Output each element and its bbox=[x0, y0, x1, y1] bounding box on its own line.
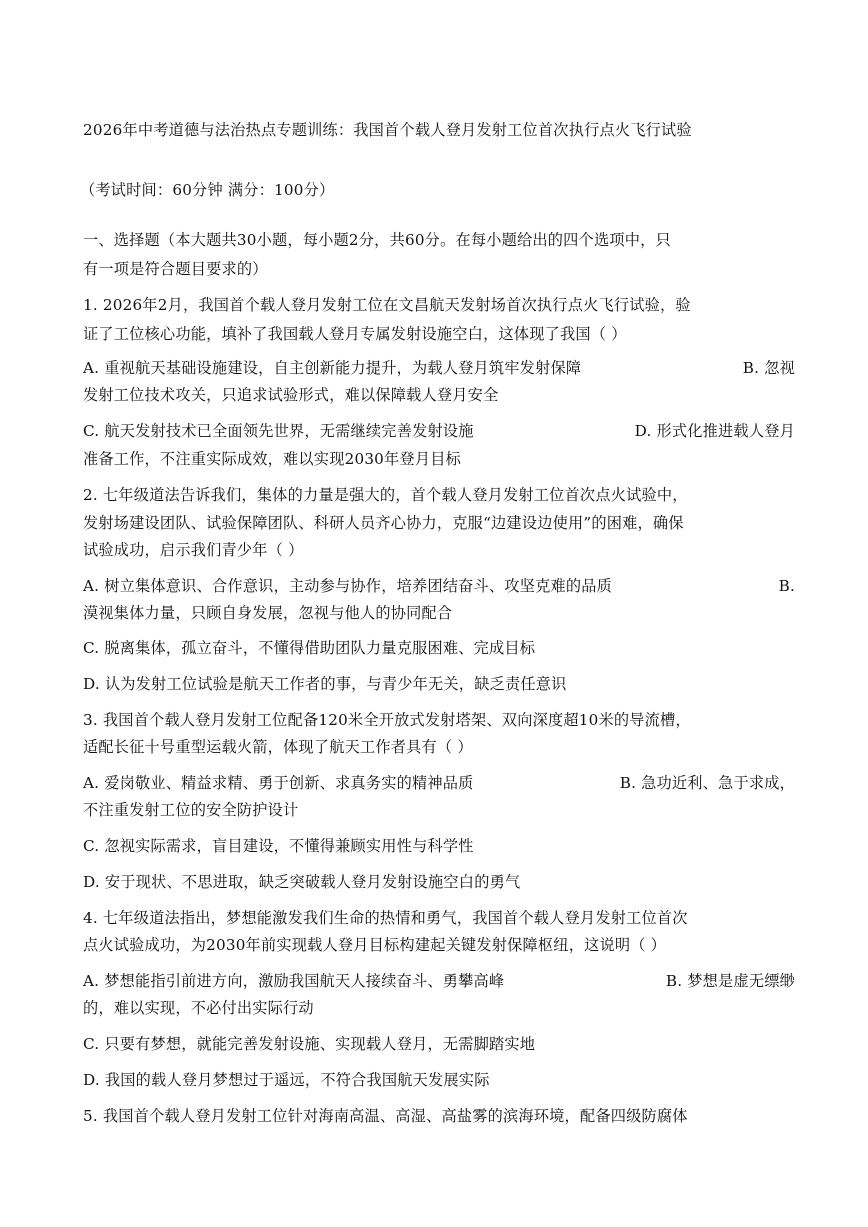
question-4-stem-line-2: 点火试验成功，为2030年前实现载人登月目标构建起关键发射保障枢纽，这说明（ ） bbox=[83, 936, 667, 954]
question-3-option-d: D. 安于现状、不思进取，缺乏突破载人登月发射设施空白的勇气 bbox=[83, 873, 521, 891]
question-3-stem-line-2: 适配长征十号重型运载火箭，体现了航天工作者具有（ ） bbox=[83, 738, 473, 756]
question-3-option-b: 不注重发射工位的安全防护设计 bbox=[83, 801, 299, 819]
section-heading-line-1: 一、选择题（本大题共30小题，每小题2分，共60分。在每小题给出的四个选项中，只 bbox=[83, 231, 671, 249]
question-3-option-a bbox=[83, 773, 795, 793]
page-title: 2026年中考道德与法治热点专题训练：我国首个载人登月发射工位首次执行点火飞行试验 bbox=[83, 121, 692, 139]
exam-info: （考试时间：60分钟 满分：100分） bbox=[80, 181, 335, 199]
question-2-option-b: 漠视集体力量，只顾自身发展，忽视与他人的协同配合 bbox=[83, 604, 453, 622]
question-2-stem-line-3: 试验成功，启示我们青少年（ ） bbox=[83, 541, 304, 559]
question-3-stem-line-1: 3. 我国首个载人登月发射工位配备120米全开放式发射塔架、双向深度超10米的导流槽， bbox=[83, 711, 691, 729]
question-1-stem-line-1: 1. 2026年2月，我国首个载人登月发射工位在文昌航天发射场首次执行点火飞行试验，验 bbox=[83, 296, 691, 314]
option-a-text: A. 梦想能指引前进方向，激励我国航天人接续奋斗、勇攀高峰 bbox=[83, 972, 505, 990]
option-c-text: C. 航天发射技术已全面领先世界，无需继续完善发射设施 bbox=[83, 422, 474, 440]
option-b-label: B. 梦想是虚无缥缈 bbox=[665, 972, 795, 990]
question-1-option-d: 准备工作，不注重实际成效，难以实现2030年登月目标 bbox=[83, 450, 461, 468]
option-b-label: B. bbox=[778, 577, 795, 595]
question-4-option-b: 的，难以实现，不必付出实际行动 bbox=[83, 999, 314, 1017]
option-a-text: A. 树立集体意识、合作意识，主动参与协作，培养团结奋斗、攻坚克难的品质 bbox=[83, 577, 613, 595]
option-b-label: B. 忽视 bbox=[742, 359, 795, 377]
question-4-option-c: C. 只要有梦想，就能完善发射设施、实现载人登月，无需脚踏实地 bbox=[83, 1035, 536, 1053]
question-5-stem-line-1: 5. 我国首个载人登月发射工位针对海南高温、高湿、高盐雾的滨海环境，配备四级防腐体 bbox=[83, 1107, 688, 1125]
question-2-option-a bbox=[83, 576, 795, 596]
question-2-stem-line-1: 2. 七年级道法告诉我们，集体的力量是强大的，首个载人登月发射工位首次点火试验中， bbox=[83, 486, 688, 504]
section-heading-line-2: 有一项是符合题目要求的） bbox=[83, 260, 268, 278]
question-4-stem-line-1: 4. 七年级道法指出，梦想能激发我们生命的热情和勇气，我国首个载人登月发射工位首次 bbox=[83, 909, 688, 927]
option-a-text: A. 爱岗敬业、精益求精、勇于创新、求真务实的精神品质 bbox=[83, 774, 474, 792]
question-2-option-d: D. 认为发射工位试验是航天工作者的事，与青少年无关，缺乏责任意识 bbox=[83, 675, 567, 693]
question-1-option-b: 发射工位技术攻关，只追求试验形式，难以保障载人登月安全 bbox=[83, 386, 499, 404]
question-3-option-c: C. 忽视实际需求，盲目建设，不懂得兼顾实用性与科学性 bbox=[83, 837, 474, 855]
option-d-label: D. 形式化推进载人登月 bbox=[634, 422, 795, 440]
option-a-text: A. 重视航天基础设施建设，自主创新能力提升，为载人登月筑牢发射保障 bbox=[83, 359, 582, 377]
question-2-option-c: C. 脱离集体，孤立奋斗，不懂得借助团队力量克服困难、完成目标 bbox=[83, 639, 536, 657]
question-1-option-a bbox=[83, 358, 795, 378]
question-4-option-d: D. 我国的载人登月梦想过于遥远，不符合我国航天发展实际 bbox=[83, 1071, 490, 1089]
option-b-label: B. 急功近利、急于求成， bbox=[619, 774, 795, 792]
question-2-stem-line-2: 发射场建设团队、试验保障团队、科研人员齐心协力，克服“边建设边使用”的困难，确保 bbox=[83, 514, 684, 532]
question-1-option-c bbox=[83, 421, 795, 441]
question-1-stem-line-2: 证了工位核心功能，填补了我国载人登月专属发射设施空白，这体现了我国（ ） bbox=[83, 325, 627, 343]
question-4-option-a bbox=[83, 971, 795, 991]
